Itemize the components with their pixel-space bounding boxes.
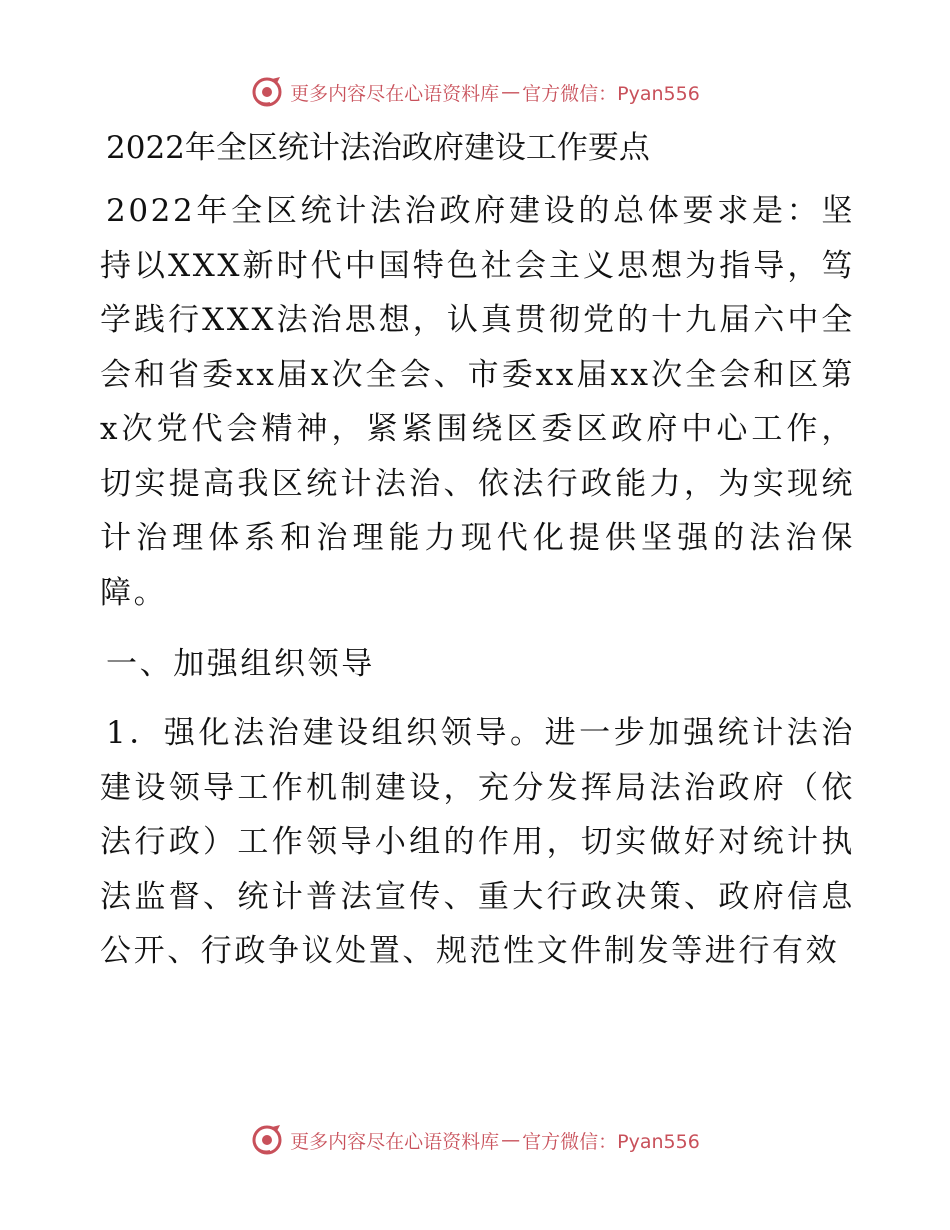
document-title: 2022年全区统计法治政府建设工作要点 [106,130,650,166]
item-paragraph-1: 1．强化法治建设组织领导。进一步加强统计法治建设领导工作机制建设，充分发挥局法治政府（依法行政）工作领导小组的作用，切实做好对统计执法监督、统计普法宣传、重大行政决策、政府信息公开、行政争议处置、规范性文件制发等进行有效 [100,715,855,969]
intro-paragraph: 2022年全区统计法治政府建设的总体要求是：坚持以XXX新时代中国特色社会主义思想为指导，笃学践行XXX法治思想，认真贯彻党的十九届六中全会和省委xx届x次全会、市委xx届xx次全会和区第x次党代会精神，紧紧围绕区委区政府中心工作，切实提高我区统计法治、依法行政能力，为实现统计治理体系和治理能力现代化提供坚强的法治保障。 [100,193,855,611]
header-watermark [0,72,950,112]
watermark-site-text: 更多内容尽在心语资料库 [290,1130,500,1153]
quill-seal-icon [250,75,284,109]
section-heading-1: 一、加强组织领导 [106,646,375,682]
document-body [100,120,855,995]
watermark-site-text: 更多内容尽在心语资料库 [290,82,500,105]
watermark-separator: — [501,81,521,103]
footer-watermark [0,1120,950,1160]
watermark-separator: — [501,1129,521,1151]
watermark-wechat-text: 官方微信：Pyan556 [522,1130,700,1153]
quill-seal-icon [250,1123,284,1157]
watermark-wechat-text: 官方微信：Pyan556 [522,82,700,105]
